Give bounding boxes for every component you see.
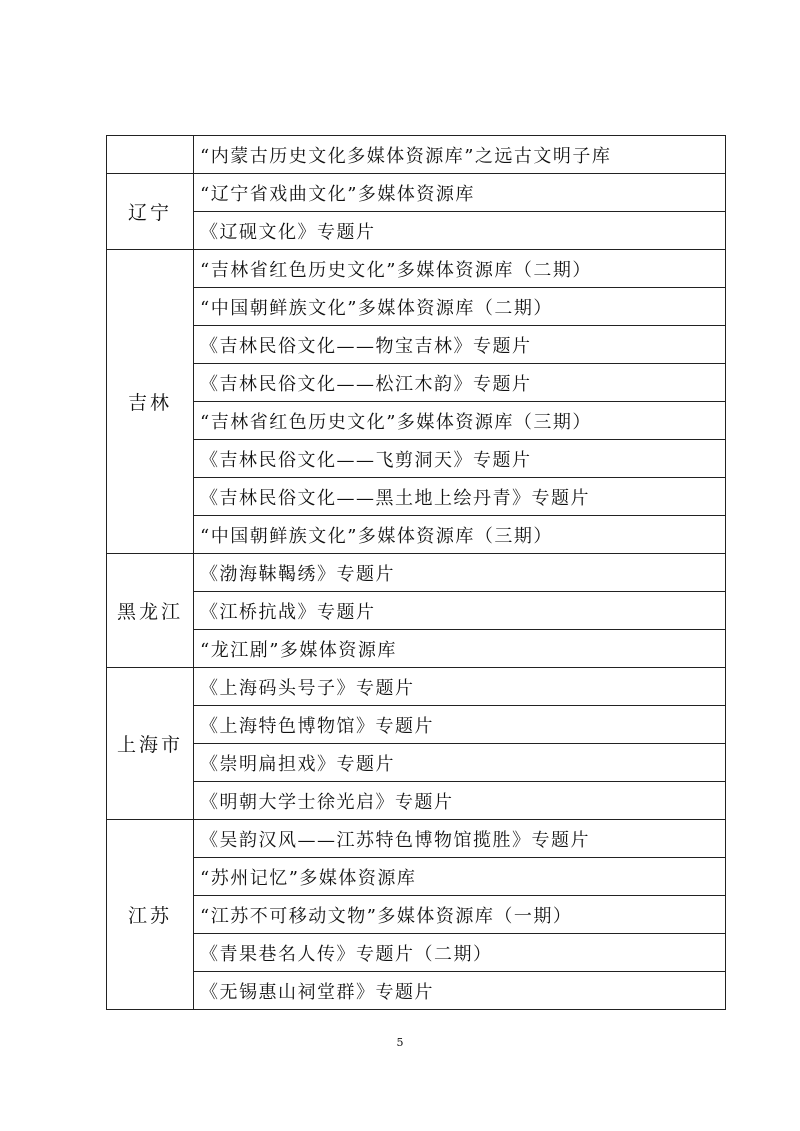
resource-item-cell: “辽宁省戏曲文化”多媒体资源库 [194, 174, 726, 212]
table-row [107, 516, 726, 554]
table-row [107, 706, 726, 744]
table-row [107, 972, 726, 1010]
table-row [107, 592, 726, 630]
resource-item-cell: 《青果巷名人传》专题片（二期） [194, 934, 726, 972]
resource-item-cell: 《吉林民俗文化——飞剪洞天》专题片 [194, 440, 726, 478]
region-cell [107, 136, 194, 174]
resource-table-body [107, 136, 726, 1010]
table-row [107, 402, 726, 440]
resource-item-cell: 《上海码头号子》专题片 [194, 668, 726, 706]
table-row [107, 630, 726, 668]
resource-item-cell: 《渤海靺鞨绣》专题片 [194, 554, 726, 592]
resource-item-cell: 《崇明扁担戏》专题片 [194, 744, 726, 782]
table-row [107, 744, 726, 782]
table-row [107, 250, 726, 288]
resource-item-cell: 《明朝大学士徐光启》专题片 [194, 782, 726, 820]
resource-item-cell: “龙江剧”多媒体资源库 [194, 630, 726, 668]
resource-item-cell: “吉林省红色历史文化”多媒体资源库（三期） [194, 402, 726, 440]
table-row [107, 174, 726, 212]
table-row [107, 364, 726, 402]
region-cell: 上海市 [107, 668, 194, 820]
table-row [107, 896, 726, 934]
resource-item-cell: “中国朝鲜族文化”多媒体资源库（三期） [194, 516, 726, 554]
region-cell: 黑龙江 [107, 554, 194, 668]
resource-item-cell: “内蒙古历史文化多媒体资源库”之远古文明子库 [194, 136, 726, 174]
table-row [107, 554, 726, 592]
table-row [107, 212, 726, 250]
table-row [107, 782, 726, 820]
resource-item-cell: 《辽砚文化》专题片 [194, 212, 726, 250]
table-row [107, 440, 726, 478]
page-number: 5 [396, 1036, 404, 1049]
table-row [107, 326, 726, 364]
resource-item-cell: “中国朝鲜族文化”多媒体资源库（二期） [194, 288, 726, 326]
table-row [107, 288, 726, 326]
resource-item-cell: “江苏不可移动文物”多媒体资源库（一期） [194, 896, 726, 934]
resource-item-cell: 《无锡惠山祠堂群》专题片 [194, 972, 726, 1010]
table-row [107, 478, 726, 516]
resource-item-cell: 《吉林民俗文化——黑土地上绘丹青》专题片 [194, 478, 726, 516]
table-row [107, 858, 726, 896]
table-row [107, 668, 726, 706]
table-row [107, 136, 726, 174]
resource-item-cell: 《吴韵汉风——江苏特色博物馆揽胜》专题片 [194, 820, 726, 858]
resource-item-cell: “苏州记忆”多媒体资源库 [194, 858, 726, 896]
resource-item-cell: 《吉林民俗文化——物宝吉林》专题片 [194, 326, 726, 364]
table-row [107, 820, 726, 858]
resource-item-cell: 《上海特色博物馆》专题片 [194, 706, 726, 744]
resource-item-cell: 《吉林民俗文化——松江木韵》专题片 [194, 364, 726, 402]
region-cell: 辽宁 [107, 174, 194, 250]
resource-item-cell: 《江桥抗战》专题片 [194, 592, 726, 630]
region-cell: 吉林 [107, 250, 194, 554]
region-cell: 江苏 [107, 820, 194, 1010]
resource-item-cell: “吉林省红色历史文化”多媒体资源库（二期） [194, 250, 726, 288]
resource-table [106, 135, 726, 1010]
table-row [107, 934, 726, 972]
